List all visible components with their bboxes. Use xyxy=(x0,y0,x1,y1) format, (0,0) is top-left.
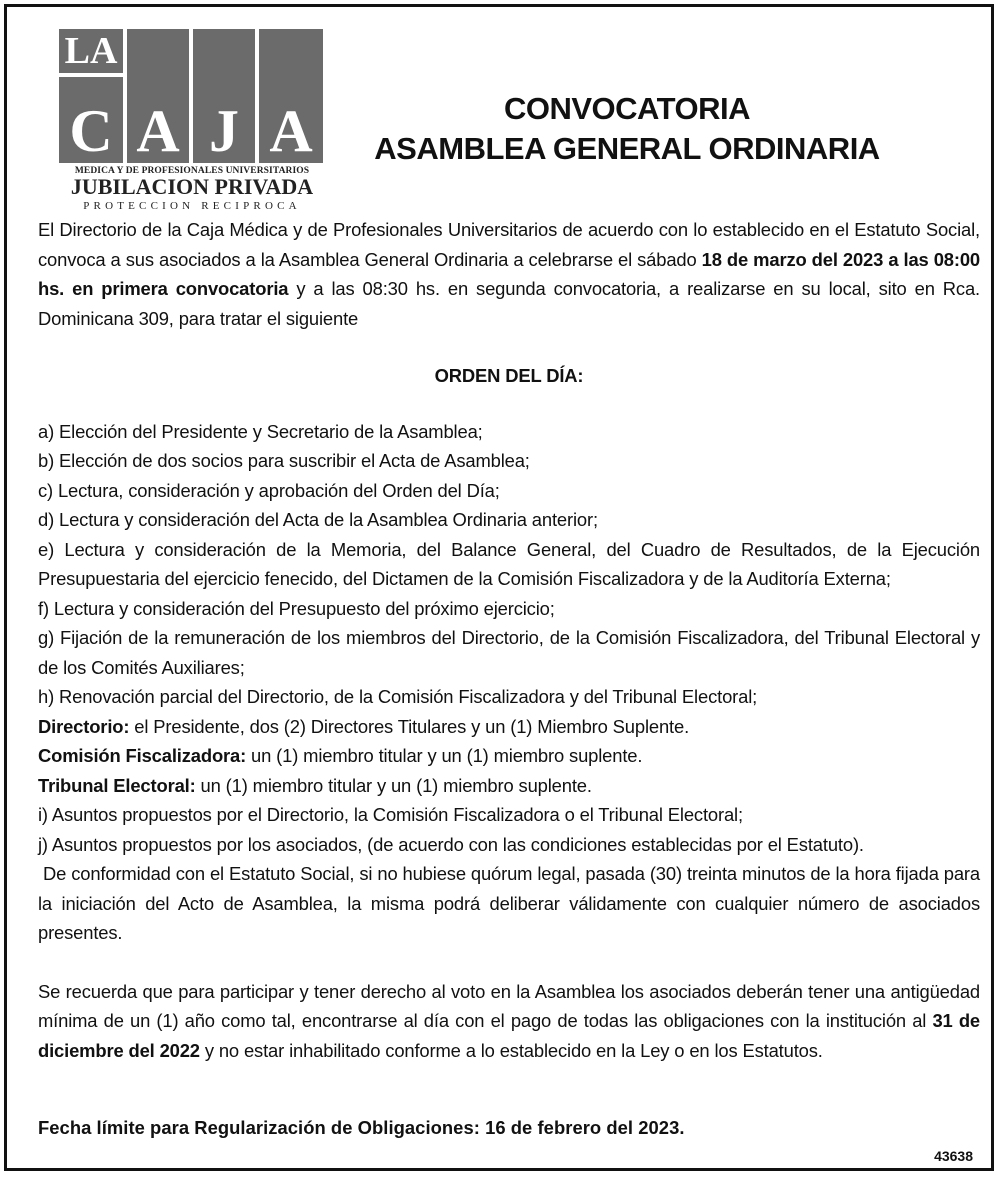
agenda-item-d: d) Lectura y consideración del Acta de la Asamblea Ordinaria anterior; xyxy=(38,509,598,530)
logo-proteccion: PROTECCION RECIPROCA xyxy=(83,200,301,212)
agenda-item-i: i) Asuntos propuestos por el Directorio, la Comisión Fiscalizadora o el Tribunal Electoral; xyxy=(38,804,743,825)
directorio-label: Directorio: xyxy=(38,715,130,737)
agenda-item-e: e) Lectura y consideración de la Memoria, del Balance General, del Cuadro de Resultados, de la Ejecución Presupuestaria del ejercicio fenecido, del Dictamen de la Comisión Fiscalizadora y de la Auditoría Externa; xyxy=(38,538,980,589)
recuerda-text-2: y no estar inhabilitado conforme a lo establecido en la Ley o en los Estatutos. xyxy=(199,1039,823,1061)
logo-la: LA xyxy=(59,29,123,73)
intro-paragraph xyxy=(38,215,980,333)
agenda-item-f: f) Lectura y consideración del Presupuesto del próximo ejercicio; xyxy=(38,597,555,619)
title-line-2: ASAMBLEA GENERAL ORDINARIA xyxy=(374,131,880,166)
agenda-item-c: c) Lectura, consideración y aprobación del Orden del Día; xyxy=(38,479,500,501)
agenda-item-b: b) Elección de dos socios para suscribir el Acta de Asamblea; xyxy=(38,450,530,471)
directorio-text: el Presidente, dos (2) Directores Titulares y un (1) Miembro Suplente. xyxy=(129,715,690,737)
intro-text-2: y a las 08:30 hs. en segunda convocatoria, a realizarse en su local, sito en Rca. Dominicana 309, para tratar el siguiente xyxy=(38,278,980,329)
orden-del-dia-heading: ORDEN DEL DÍA: xyxy=(434,365,584,386)
comision-text: un (1) miembro titular y un (1) miembro suplente. xyxy=(246,745,643,766)
intro-date-bold: 18 de marzo del 2023 a las 08:00 hs. en primera convocatoria xyxy=(38,248,980,299)
title-line-1: CONVOCATORIA xyxy=(503,91,751,126)
recuerda-date-bold: 31 de diciembre del 2022 xyxy=(38,1010,980,1061)
tribunal-text: un (1) miembro titular y un (1) miembro suplente. xyxy=(195,774,592,796)
recuerda-text-1: Se recuerda que para participar y tener derecho al voto en la Asamblea los asociados deberán tener una antigüedad mínima de un (1) año como tal, encontrarse al día con el pago de todas las obligaciones con la institución al xyxy=(38,980,980,1031)
quorum-paragraph: De conformidad con el Estatuto Social, si no hubiese quórum legal, pasada (30) treinta minutos de la hora fijada para la iniciación del Acto de Asamblea, la misma podrá deliberar válidamente con cualquier número de asociados presentes. xyxy=(38,863,985,943)
tribunal-label: Tribunal Electoral: xyxy=(38,774,196,796)
spacer xyxy=(38,948,980,977)
agenda-item-a: a) Elección del Presidente y Secretario de la Asamblea; xyxy=(38,420,483,442)
page-title xyxy=(337,89,917,169)
logo-subtitle: MEDICA Y DE PROFESIONALES UNIVERSITARIOS xyxy=(74,166,310,176)
agenda-item-g: g) Fijación de la remuneración de los miembros del Directorio, de la Comisión Fiscalizadora, del Tribunal Electoral y de los Comités Auxiliares; xyxy=(38,627,980,678)
comision-label: Comisión Fiscalizadora: xyxy=(38,745,247,766)
notice-body xyxy=(38,215,985,1065)
comision-line xyxy=(38,741,980,771)
ad-code: 43638 xyxy=(934,1148,973,1164)
directorio-line xyxy=(38,712,980,742)
logo-letter-a-2: A xyxy=(259,29,323,163)
notice-frame xyxy=(4,4,994,1171)
agenda-item-j: j) Asuntos propuestos por los asociados, (de acuerdo con las condiciones establecidas por el Estatuto). xyxy=(38,833,864,855)
recuerda-paragraph xyxy=(38,977,980,1066)
logo-jubilacion: JUBILACION PRIVADA xyxy=(70,174,314,199)
agenda-item-h: h) Renovación parcial del Directorio, de la Comisión Fiscalizadora y del Tribunal Electoral; xyxy=(38,686,758,707)
intro-text-1: El Directorio de la Caja Médica y de Profesionales Universitarios de acuerdo con lo establecido en el Estatuto Social, convoca a sus asociados a la Asamblea General Ordinaria a celebrarse el sábado xyxy=(38,219,980,270)
fecha-limite: Fecha límite para Regularización de Obligaciones: 16 de febrero del 2023. xyxy=(38,1117,685,1138)
logo-letter-c: C xyxy=(59,77,123,163)
tribunal-line xyxy=(38,771,980,801)
caja-logo xyxy=(59,29,325,212)
logo-letter-a: A xyxy=(127,29,189,163)
logo-letter-j: J xyxy=(193,29,255,163)
